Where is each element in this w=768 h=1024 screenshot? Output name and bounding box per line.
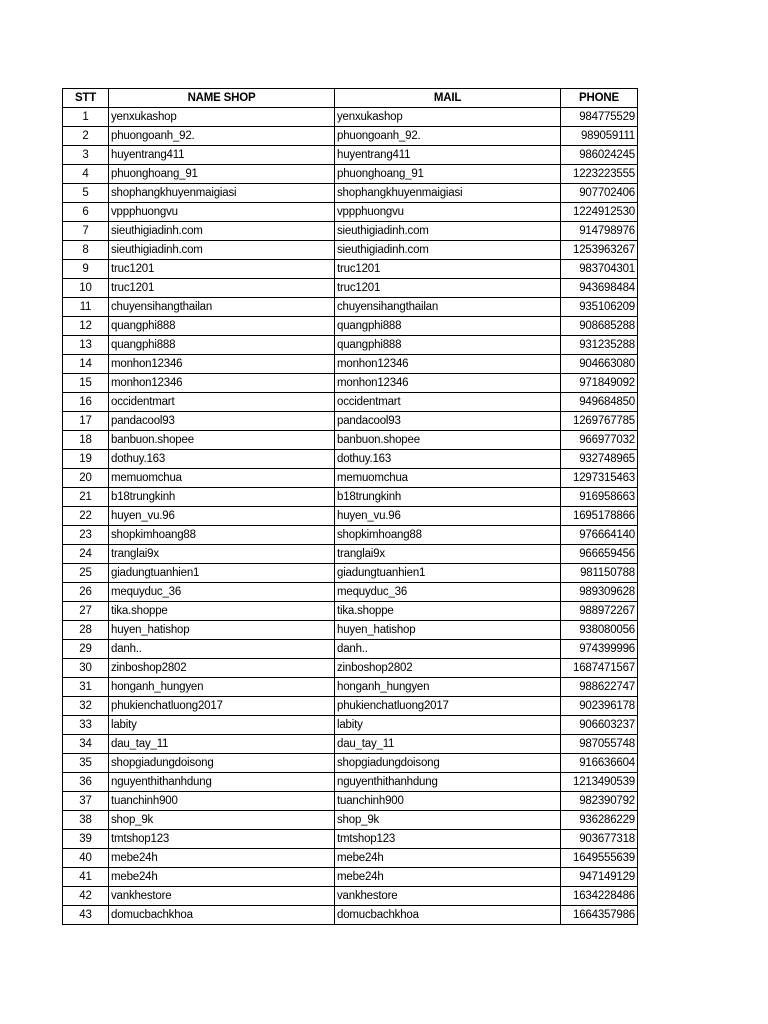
cell-name-shop: zinboshop2802 [109, 659, 335, 678]
cell-name-shop: huyen_hatishop [109, 621, 335, 640]
cell-mail: nguyenthithanhdung [335, 773, 561, 792]
cell-phone: 936286229 [561, 811, 638, 830]
cell-name-shop: nguyenthithanhdung [109, 773, 335, 792]
cell-stt: 37 [63, 792, 109, 811]
cell-stt: 22 [63, 507, 109, 526]
cell-mail: monhon12346 [335, 374, 561, 393]
cell-phone: 987055748 [561, 735, 638, 754]
table-row [63, 374, 638, 393]
table-row [63, 906, 638, 925]
table-row [63, 792, 638, 811]
cell-phone: 966977032 [561, 431, 638, 450]
cell-mail: danh.. [335, 640, 561, 659]
table-row [63, 887, 638, 906]
cell-mail: mebe24h [335, 849, 561, 868]
cell-mail: pandacool93 [335, 412, 561, 431]
cell-name-shop: mequyduc_36 [109, 583, 335, 602]
cell-stt: 41 [63, 868, 109, 887]
cell-phone: 1695178866 [561, 507, 638, 526]
table-row [63, 659, 638, 678]
cell-phone: 1297315463 [561, 469, 638, 488]
cell-stt: 34 [63, 735, 109, 754]
cell-mail: vankhestore [335, 887, 561, 906]
cell-name-shop: mebe24h [109, 849, 335, 868]
table-row [63, 355, 638, 374]
cell-stt: 5 [63, 184, 109, 203]
cell-name-shop: truc1201 [109, 279, 335, 298]
cell-phone: 949684850 [561, 393, 638, 412]
cell-phone: 1664357986 [561, 906, 638, 925]
header-row [63, 89, 638, 108]
cell-name-shop: vppphuongvu [109, 203, 335, 222]
cell-name-shop: phuonghoang_91 [109, 165, 335, 184]
cell-mail: phuonghoang_91 [335, 165, 561, 184]
cell-stt: 33 [63, 716, 109, 735]
cell-name-shop: quangphi888 [109, 336, 335, 355]
cell-mail: sieuthigiadinh.com [335, 222, 561, 241]
cell-name-shop: labity [109, 716, 335, 735]
cell-name-shop: danh.. [109, 640, 335, 659]
cell-stt: 25 [63, 564, 109, 583]
table-row [63, 640, 638, 659]
table-row [63, 868, 638, 887]
cell-mail: truc1201 [335, 279, 561, 298]
cell-phone: 908685288 [561, 317, 638, 336]
cell-mail: domucbachkhoa [335, 906, 561, 925]
table-row [63, 469, 638, 488]
cell-name-shop: banbuon.shopee [109, 431, 335, 450]
table-row [63, 165, 638, 184]
cell-phone: 1213490539 [561, 773, 638, 792]
cell-mail: shop_9k [335, 811, 561, 830]
cell-name-shop: sieuthigiadinh.com [109, 222, 335, 241]
cell-stt: 24 [63, 545, 109, 564]
cell-stt: 42 [63, 887, 109, 906]
cell-mail: tika.shoppe [335, 602, 561, 621]
cell-phone: 976664140 [561, 526, 638, 545]
cell-name-shop: shop_9k [109, 811, 335, 830]
cell-mail: huyen_hatishop [335, 621, 561, 640]
table-row [63, 488, 638, 507]
cell-phone: 902396178 [561, 697, 638, 716]
cell-stt: 2 [63, 127, 109, 146]
header-stt: STT [63, 89, 109, 108]
cell-stt: 9 [63, 260, 109, 279]
table-row [63, 830, 638, 849]
cell-phone: 984775529 [561, 108, 638, 127]
table-row [63, 526, 638, 545]
cell-mail: labity [335, 716, 561, 735]
table-row [63, 697, 638, 716]
table-body [63, 108, 638, 925]
cell-mail: occidentmart [335, 393, 561, 412]
cell-phone: 989059111 [561, 127, 638, 146]
shop-contact-table [62, 88, 638, 925]
cell-phone: 916636604 [561, 754, 638, 773]
cell-mail: shopgiadungdoisong [335, 754, 561, 773]
cell-phone: 904663080 [561, 355, 638, 374]
cell-phone: 907702406 [561, 184, 638, 203]
cell-phone: 1269767785 [561, 412, 638, 431]
cell-mail: dau_tay_11 [335, 735, 561, 754]
table-row [63, 317, 638, 336]
table-row [63, 184, 638, 203]
cell-stt: 43 [63, 906, 109, 925]
table-row [63, 336, 638, 355]
table-row [63, 203, 638, 222]
table-row [63, 849, 638, 868]
cell-phone: 983704301 [561, 260, 638, 279]
table-row [63, 716, 638, 735]
table-row [63, 412, 638, 431]
cell-mail: banbuon.shopee [335, 431, 561, 450]
cell-mail: yenxukashop [335, 108, 561, 127]
cell-phone: 974399996 [561, 640, 638, 659]
table-row [63, 241, 638, 260]
cell-phone: 906603237 [561, 716, 638, 735]
cell-name-shop: shopkimhoang88 [109, 526, 335, 545]
cell-mail: mequyduc_36 [335, 583, 561, 602]
cell-phone: 935106209 [561, 298, 638, 317]
cell-mail: shophangkhuyenmaigiasi [335, 184, 561, 203]
cell-stt: 23 [63, 526, 109, 545]
cell-name-shop: huyentrang411 [109, 146, 335, 165]
cell-phone: 982390792 [561, 792, 638, 811]
cell-stt: 20 [63, 469, 109, 488]
cell-stt: 16 [63, 393, 109, 412]
cell-mail: memuomchua [335, 469, 561, 488]
cell-stt: 12 [63, 317, 109, 336]
cell-stt: 38 [63, 811, 109, 830]
cell-mail: dothuy.163 [335, 450, 561, 469]
cell-stt: 27 [63, 602, 109, 621]
cell-mail: b18trungkinh [335, 488, 561, 507]
cell-name-shop: huyen_vu.96 [109, 507, 335, 526]
spreadsheet-page [62, 88, 638, 925]
cell-phone: 931235288 [561, 336, 638, 355]
table-row [63, 678, 638, 697]
cell-name-shop: mebe24h [109, 868, 335, 887]
cell-stt: 26 [63, 583, 109, 602]
cell-mail: zinboshop2802 [335, 659, 561, 678]
cell-mail: phuongoanh_92. [335, 127, 561, 146]
cell-name-shop: truc1201 [109, 260, 335, 279]
table-row [63, 450, 638, 469]
cell-phone: 914798976 [561, 222, 638, 241]
cell-phone: 903677318 [561, 830, 638, 849]
cell-phone: 943698484 [561, 279, 638, 298]
cell-phone: 916958663 [561, 488, 638, 507]
cell-phone: 981150788 [561, 564, 638, 583]
cell-mail: sieuthigiadinh.com [335, 241, 561, 260]
cell-stt: 29 [63, 640, 109, 659]
cell-stt: 11 [63, 298, 109, 317]
cell-name-shop: shophangkhuyenmaigiasi [109, 184, 335, 203]
table-row [63, 507, 638, 526]
cell-mail: tranglai9x [335, 545, 561, 564]
cell-name-shop: vankhestore [109, 887, 335, 906]
cell-mail: chuyensihangthailan [335, 298, 561, 317]
cell-stt: 35 [63, 754, 109, 773]
table-row [63, 260, 638, 279]
cell-name-shop: pandacool93 [109, 412, 335, 431]
cell-stt: 6 [63, 203, 109, 222]
cell-name-shop: memuomchua [109, 469, 335, 488]
cell-mail: honganh_hungyen [335, 678, 561, 697]
table-row [63, 545, 638, 564]
cell-mail: tuanchinh900 [335, 792, 561, 811]
cell-stt: 10 [63, 279, 109, 298]
table-row [63, 298, 638, 317]
table-row [63, 431, 638, 450]
cell-stt: 17 [63, 412, 109, 431]
cell-mail: huyentrang411 [335, 146, 561, 165]
cell-mail: huyen_vu.96 [335, 507, 561, 526]
cell-stt: 19 [63, 450, 109, 469]
cell-name-shop: sieuthigiadinh.com [109, 241, 335, 260]
cell-mail: quangphi888 [335, 336, 561, 355]
cell-phone: 1223223555 [561, 165, 638, 184]
table-row [63, 811, 638, 830]
table-row [63, 621, 638, 640]
cell-stt: 40 [63, 849, 109, 868]
cell-name-shop: phukienchatluong2017 [109, 697, 335, 716]
cell-stt: 21 [63, 488, 109, 507]
cell-mail: monhon12346 [335, 355, 561, 374]
cell-phone: 938080056 [561, 621, 638, 640]
cell-stt: 15 [63, 374, 109, 393]
cell-mail: phukienchatluong2017 [335, 697, 561, 716]
cell-phone: 971849092 [561, 374, 638, 393]
cell-phone: 989309628 [561, 583, 638, 602]
cell-phone: 988972267 [561, 602, 638, 621]
table-row [63, 564, 638, 583]
cell-phone: 1649555639 [561, 849, 638, 868]
header-mail: MAIL [335, 89, 561, 108]
cell-name-shop: tmtshop123 [109, 830, 335, 849]
cell-phone: 1224912530 [561, 203, 638, 222]
cell-name-shop: dau_tay_11 [109, 735, 335, 754]
cell-stt: 1 [63, 108, 109, 127]
cell-name-shop: tuanchinh900 [109, 792, 335, 811]
cell-name-shop: domucbachkhoa [109, 906, 335, 925]
cell-stt: 30 [63, 659, 109, 678]
cell-name-shop: shopgiadungdoisong [109, 754, 335, 773]
cell-name-shop: giadungtuanhien1 [109, 564, 335, 583]
cell-stt: 4 [63, 165, 109, 184]
cell-name-shop: tika.shoppe [109, 602, 335, 621]
table-row [63, 108, 638, 127]
cell-mail: shopkimhoang88 [335, 526, 561, 545]
table-row [63, 279, 638, 298]
cell-phone: 988622747 [561, 678, 638, 697]
cell-stt: 39 [63, 830, 109, 849]
table-row [63, 393, 638, 412]
table-row [63, 735, 638, 754]
cell-name-shop: quangphi888 [109, 317, 335, 336]
table-row [63, 583, 638, 602]
cell-stt: 8 [63, 241, 109, 260]
cell-phone: 1634228486 [561, 887, 638, 906]
cell-stt: 36 [63, 773, 109, 792]
cell-mail: tmtshop123 [335, 830, 561, 849]
cell-stt: 18 [63, 431, 109, 450]
cell-stt: 7 [63, 222, 109, 241]
cell-phone: 932748965 [561, 450, 638, 469]
cell-phone: 1253963267 [561, 241, 638, 260]
cell-phone: 1687471567 [561, 659, 638, 678]
header-name-shop: NAME SHOP [109, 89, 335, 108]
cell-stt: 32 [63, 697, 109, 716]
cell-mail: giadungtuanhien1 [335, 564, 561, 583]
cell-name-shop: phuongoanh_92. [109, 127, 335, 146]
cell-name-shop: b18trungkinh [109, 488, 335, 507]
cell-stt: 14 [63, 355, 109, 374]
table-row [63, 146, 638, 165]
cell-name-shop: occidentmart [109, 393, 335, 412]
table-row [63, 602, 638, 621]
cell-stt: 13 [63, 336, 109, 355]
cell-mail: mebe24h [335, 868, 561, 887]
cell-name-shop: tranglai9x [109, 545, 335, 564]
table-row [63, 754, 638, 773]
table-row [63, 127, 638, 146]
cell-name-shop: monhon12346 [109, 355, 335, 374]
cell-phone: 986024245 [561, 146, 638, 165]
cell-stt: 3 [63, 146, 109, 165]
cell-phone: 947149129 [561, 868, 638, 887]
header-phone: PHONE [561, 89, 638, 108]
table-row [63, 222, 638, 241]
cell-stt: 28 [63, 621, 109, 640]
table-row [63, 773, 638, 792]
cell-name-shop: dothuy.163 [109, 450, 335, 469]
cell-name-shop: monhon12346 [109, 374, 335, 393]
cell-mail: quangphi888 [335, 317, 561, 336]
cell-mail: truc1201 [335, 260, 561, 279]
cell-mail: vppphuongvu [335, 203, 561, 222]
cell-phone: 966659456 [561, 545, 638, 564]
cell-name-shop: chuyensihangthailan [109, 298, 335, 317]
cell-name-shop: yenxukashop [109, 108, 335, 127]
cell-name-shop: honganh_hungyen [109, 678, 335, 697]
cell-stt: 31 [63, 678, 109, 697]
